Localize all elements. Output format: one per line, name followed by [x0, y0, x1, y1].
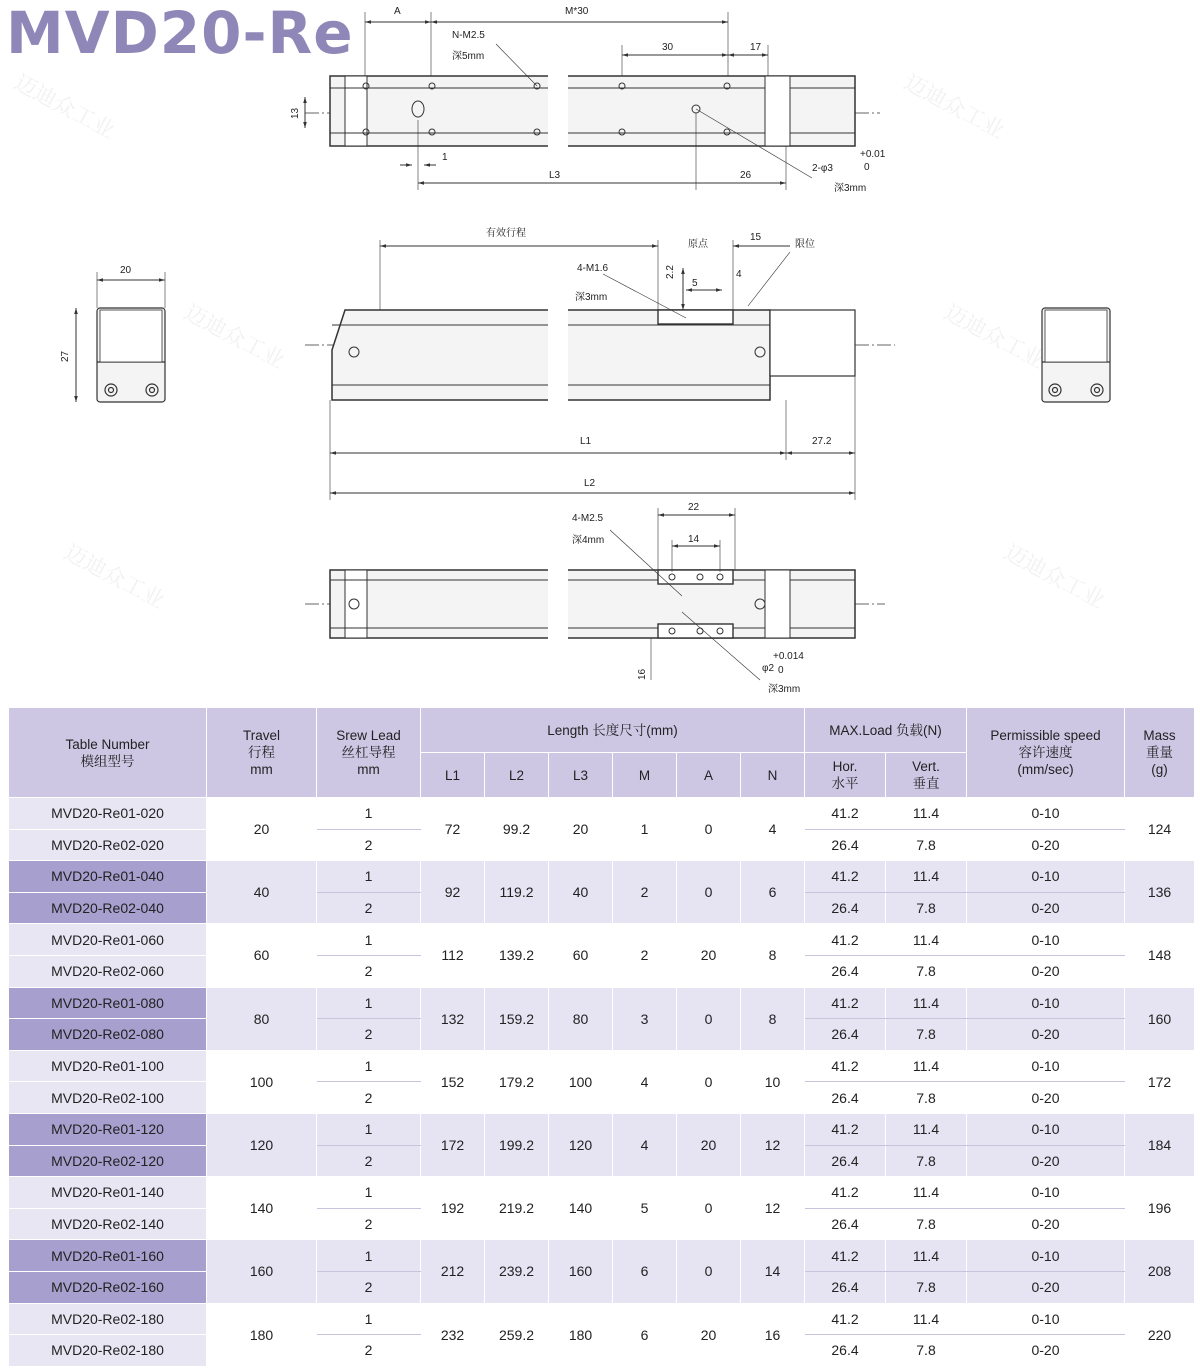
dim-16-label: 16	[637, 668, 648, 680]
hor-load-cell: 26.4	[805, 1019, 886, 1051]
vert-load-cell: 11.4	[886, 1303, 967, 1335]
vert-load-cell: 7.8	[886, 1145, 967, 1177]
mass-cell: 124	[1125, 798, 1195, 861]
vert-load-cell: 11.4	[886, 1240, 967, 1272]
pin-tol-lower: 0	[778, 665, 784, 676]
table-number-cell: MVD20-Re02-120	[9, 1145, 207, 1177]
hor-load-cell: 41.2	[805, 1303, 886, 1335]
depth-label: 深5mm	[452, 51, 485, 62]
bottom-hole-label: 4-M2.5	[572, 513, 604, 524]
speed-cell: 0-20	[967, 1019, 1125, 1051]
hor-load-cell: 26.4	[805, 1271, 886, 1303]
hor-load-cell: 26.4	[805, 1335, 886, 1367]
lead-cell: 1	[317, 798, 421, 830]
table-number-cell: MVD20-Re01-140	[9, 1177, 207, 1209]
a-cell: 0	[677, 798, 741, 861]
hor-load-cell: 41.2	[805, 1050, 886, 1082]
lead-cell: 2	[317, 1019, 421, 1051]
a-cell: 20	[677, 1113, 741, 1176]
dim-13-label: 13	[290, 107, 301, 119]
table-number-cell: MVD20-Re02-180	[9, 1335, 207, 1367]
dim-5-label: 5	[692, 278, 698, 289]
header-screw-lead: Srew Lead 丝杠导程 mm	[317, 708, 421, 798]
vert-load-cell: 7.8	[886, 1019, 967, 1051]
watermark: 迈迪众工业	[899, 70, 1009, 145]
l1-cell: 72	[421, 798, 485, 861]
dim-4-label: 4	[736, 269, 742, 280]
l3-cell: 20	[549, 798, 613, 861]
table-number-cell: MVD20-Re02-160	[9, 1271, 207, 1303]
l2-cell: 199.2	[485, 1113, 549, 1176]
speed-cell: 0-10	[967, 924, 1125, 956]
table-row	[9, 1050, 1195, 1082]
vert-load-cell: 7.8	[886, 955, 967, 987]
lead-cell: 2	[317, 1145, 421, 1177]
table-number-cell: MVD20-Re01-020	[9, 798, 207, 830]
watermark: 迈迪众工业	[179, 300, 289, 375]
lead-cell: 2	[317, 1082, 421, 1114]
mass-cell: 220	[1125, 1303, 1195, 1366]
n-cell: 14	[741, 1240, 805, 1303]
limit-label: 限位	[795, 239, 815, 250]
dim-27-2-label: 27.2	[812, 436, 832, 447]
dim-1-label: 1	[442, 152, 448, 163]
watermark: 迈迪众工业	[999, 540, 1109, 615]
speed-cell: 0-10	[967, 1303, 1125, 1335]
tolerance-upper: +0.01	[860, 149, 886, 160]
page-title: MVD20-Re	[6, 0, 354, 67]
top-view	[305, 12, 880, 190]
n-cell: 12	[741, 1113, 805, 1176]
spec-table	[8, 707, 1195, 1367]
l1-cell: 172	[421, 1113, 485, 1176]
l3-cell: 60	[549, 924, 613, 987]
m-cell: 4	[613, 1050, 677, 1113]
speed-cell: 0-10	[967, 1050, 1125, 1082]
n-cell: 12	[741, 1177, 805, 1240]
lead-cell: 2	[317, 829, 421, 861]
vert-load-cell: 11.4	[886, 987, 967, 1019]
vert-load-cell: 11.4	[886, 798, 967, 830]
table-number-cell: MVD20-Re01-080	[9, 987, 207, 1019]
lead-cell: 2	[317, 1208, 421, 1240]
lead-cell: 1	[317, 1113, 421, 1145]
l1-cell: 92	[421, 861, 485, 924]
mass-cell: 208	[1125, 1240, 1195, 1303]
travel-cell: 100	[207, 1050, 317, 1113]
l3-cell: 80	[549, 987, 613, 1050]
l3-cell: 180	[549, 1303, 613, 1366]
l2-cell: 159.2	[485, 987, 549, 1050]
table-number-cell: MVD20-Re02-020	[9, 829, 207, 861]
speed-cell: 0-20	[967, 1082, 1125, 1114]
l1-cell: 112	[421, 924, 485, 987]
l3-cell: 100	[549, 1050, 613, 1113]
dim-l1-label: L1	[580, 436, 592, 447]
speed-cell: 0-20	[967, 955, 1125, 987]
m-cell: 1	[613, 798, 677, 861]
mass-cell: 160	[1125, 987, 1195, 1050]
bottom-pin-depth-label: 深3mm	[768, 684, 801, 695]
m-cell: 6	[613, 1240, 677, 1303]
mass-cell: 148	[1125, 924, 1195, 987]
travel-cell: 20	[207, 798, 317, 861]
table-row	[9, 798, 1195, 830]
l3-cell: 120	[549, 1113, 613, 1176]
speed-cell: 0-20	[967, 1145, 1125, 1177]
l3-cell: 40	[549, 861, 613, 924]
table-number-cell: MVD20-Re02-180	[9, 1303, 207, 1335]
lead-cell: 1	[317, 1177, 421, 1209]
lead-cell: 1	[317, 924, 421, 956]
table-number-cell: MVD20-Re02-080	[9, 1019, 207, 1051]
hor-load-cell: 41.2	[805, 1240, 886, 1272]
l1-cell: 152	[421, 1050, 485, 1113]
travel-cell: 60	[207, 924, 317, 987]
vert-load-cell: 11.4	[886, 861, 967, 893]
dim-l2-label: L2	[584, 478, 596, 489]
lead-cell: 2	[317, 892, 421, 924]
end-view-right	[1042, 308, 1110, 402]
travel-cell: 160	[207, 1240, 317, 1303]
watermark: 迈迪众工业	[9, 70, 119, 145]
hor-load-cell: 41.2	[805, 798, 886, 830]
dim-22-label: 22	[688, 502, 700, 513]
header-l2: L2	[485, 753, 549, 798]
vert-load-cell: 11.4	[886, 924, 967, 956]
speed-cell: 0-20	[967, 1208, 1125, 1240]
n-cell: 10	[741, 1050, 805, 1113]
lead-cell: 2	[317, 955, 421, 987]
n-cell: 8	[741, 924, 805, 987]
m-cell: 6	[613, 1303, 677, 1366]
pin-hole-label: 2-φ3	[812, 163, 833, 174]
a-cell: 0	[677, 1177, 741, 1240]
stroke-label: 有效行程	[486, 228, 526, 239]
vert-load-cell: 7.8	[886, 1335, 967, 1367]
end-height-label: 27	[60, 350, 71, 362]
lead-cell: 1	[317, 1240, 421, 1272]
hor-load-cell: 41.2	[805, 924, 886, 956]
carriage-hole-label: 4-M1.6	[577, 263, 609, 274]
speed-cell: 0-20	[967, 1271, 1125, 1303]
vert-load-cell: 7.8	[886, 829, 967, 861]
header-n: N	[741, 753, 805, 798]
lead-cell: 1	[317, 861, 421, 893]
table-row	[9, 987, 1195, 1019]
table-number-cell: MVD20-Re01-100	[9, 1050, 207, 1082]
hor-load-cell: 41.2	[805, 987, 886, 1019]
speed-cell: 0-10	[967, 861, 1125, 893]
watermark: 迈迪众工业	[939, 300, 1049, 375]
a-cell: 20	[677, 924, 741, 987]
dim-m30-label: M*30	[565, 6, 589, 17]
speed-cell: 0-20	[967, 829, 1125, 861]
travel-cell: 140	[207, 1177, 317, 1240]
l3-cell: 140	[549, 1177, 613, 1240]
table-header	[9, 708, 1195, 798]
vert-load-cell: 11.4	[886, 1177, 967, 1209]
pin-diameter-label: φ2	[762, 663, 775, 674]
table-row	[9, 924, 1195, 956]
watermark: 迈迪众工业	[59, 540, 169, 615]
speed-cell: 0-10	[967, 1177, 1125, 1209]
table-number-cell: MVD20-Re02-100	[9, 1082, 207, 1114]
pin-depth-label: 深3mm	[834, 183, 867, 194]
bottom-depth-label: 深4mm	[572, 535, 605, 546]
l1-cell: 212	[421, 1240, 485, 1303]
travel-cell: 40	[207, 861, 317, 924]
table-row	[9, 1177, 1195, 1209]
dim-a-label: A	[394, 6, 401, 17]
m-cell: 4	[613, 1113, 677, 1176]
header-l1: L1	[421, 753, 485, 798]
header-length: Length 长度尺寸(mm)	[421, 708, 805, 753]
mass-cell: 136	[1125, 861, 1195, 924]
m-cell: 2	[613, 924, 677, 987]
n-cell: 4	[741, 798, 805, 861]
carriage-depth-label: 深3mm	[575, 292, 608, 303]
header-mass: Mass 重量 (g)	[1125, 708, 1195, 798]
table-number-cell: MVD20-Re01-060	[9, 924, 207, 956]
speed-cell: 0-10	[967, 987, 1125, 1019]
header-m: M	[613, 753, 677, 798]
l2-cell: 239.2	[485, 1240, 549, 1303]
hor-load-cell: 26.4	[805, 1208, 886, 1240]
lead-cell: 2	[317, 1271, 421, 1303]
table-row	[9, 1240, 1195, 1272]
lead-cell: 1	[317, 1303, 421, 1335]
table-row	[9, 1113, 1195, 1145]
header-l3: L3	[549, 753, 613, 798]
travel-cell: 120	[207, 1113, 317, 1176]
lead-cell: 2	[317, 1335, 421, 1367]
mass-cell: 172	[1125, 1050, 1195, 1113]
vert-load-cell: 11.4	[886, 1050, 967, 1082]
side-view	[305, 240, 895, 500]
table-row	[9, 861, 1195, 893]
lead-cell: 1	[317, 1050, 421, 1082]
a-cell: 0	[677, 861, 741, 924]
header-travel: Travel 行程 mm	[207, 708, 317, 798]
travel-cell: 180	[207, 1303, 317, 1366]
mass-cell: 184	[1125, 1113, 1195, 1176]
m-cell: 5	[613, 1177, 677, 1240]
lead-cell: 1	[317, 987, 421, 1019]
pin-tol-upper: +0.014	[773, 651, 804, 662]
n-cell: 6	[741, 861, 805, 924]
travel-cell: 80	[207, 987, 317, 1050]
speed-cell: 0-10	[967, 1240, 1125, 1272]
origin-label: 原点	[688, 239, 708, 250]
speed-cell: 0-10	[967, 1113, 1125, 1145]
vert-load-cell: 11.4	[886, 1113, 967, 1145]
l2-cell: 219.2	[485, 1177, 549, 1240]
dim-2-2-label: 2.2	[665, 265, 676, 279]
speed-cell: 0-10	[967, 798, 1125, 830]
speed-cell: 0-20	[967, 1335, 1125, 1367]
speed-cell: 0-20	[967, 892, 1125, 924]
l1-cell: 232	[421, 1303, 485, 1366]
header-speed: Permissible speed 容许速度 (mm/sec)	[967, 708, 1125, 798]
hole-spec-label: N-M2.5	[452, 30, 485, 41]
l2-cell: 179.2	[485, 1050, 549, 1113]
table-number-cell: MVD20-Re01-040	[9, 861, 207, 893]
dim-15-label: 15	[750, 232, 762, 243]
table-number-cell: MVD20-Re02-140	[9, 1208, 207, 1240]
vert-load-cell: 7.8	[886, 1208, 967, 1240]
hor-load-cell: 41.2	[805, 1177, 886, 1209]
mass-cell: 196	[1125, 1177, 1195, 1240]
end-view-left	[76, 272, 165, 402]
m-cell: 3	[613, 987, 677, 1050]
hor-load-cell: 26.4	[805, 1145, 886, 1177]
vert-load-cell: 7.8	[886, 1271, 967, 1303]
a-cell: 0	[677, 1240, 741, 1303]
dim-26-label: 26	[740, 170, 752, 181]
table-row	[9, 1303, 1195, 1335]
tolerance-lower: 0	[864, 162, 870, 173]
dim-l3-label: L3	[549, 170, 561, 181]
l1-cell: 132	[421, 987, 485, 1050]
header-a: A	[677, 753, 741, 798]
m-cell: 2	[613, 861, 677, 924]
dim-30-label: 30	[662, 42, 674, 53]
l2-cell: 119.2	[485, 861, 549, 924]
l2-cell: 259.2	[485, 1303, 549, 1366]
vert-load-cell: 7.8	[886, 892, 967, 924]
header-table-number: Table Number 模组型号	[9, 708, 207, 798]
l3-cell: 160	[549, 1240, 613, 1303]
vert-load-cell: 7.8	[886, 1082, 967, 1114]
hor-load-cell: 26.4	[805, 1082, 886, 1114]
n-cell: 16	[741, 1303, 805, 1366]
a-cell: 20	[677, 1303, 741, 1366]
hor-load-cell: 41.2	[805, 861, 886, 893]
end-width-label: 20	[120, 265, 132, 276]
table-number-cell: MVD20-Re01-120	[9, 1113, 207, 1145]
l2-cell: 99.2	[485, 798, 549, 861]
hor-load-cell: 26.4	[805, 892, 886, 924]
table-body	[9, 798, 1195, 1367]
header-max-load: MAX.Load 负载(N)	[805, 708, 967, 753]
table-number-cell: MVD20-Re01-160	[9, 1240, 207, 1272]
table-number-cell: MVD20-Re02-060	[9, 955, 207, 987]
l2-cell: 139.2	[485, 924, 549, 987]
a-cell: 0	[677, 1050, 741, 1113]
l1-cell: 192	[421, 1177, 485, 1240]
hor-load-cell: 26.4	[805, 955, 886, 987]
a-cell: 0	[677, 987, 741, 1050]
dim-17-label: 17	[750, 42, 762, 53]
header-vert: Vert. 垂直	[886, 753, 967, 798]
hor-load-cell: 41.2	[805, 1113, 886, 1145]
header-hor: Hor. 水平	[805, 753, 886, 798]
hor-load-cell: 26.4	[805, 829, 886, 861]
table-number-cell: MVD20-Re02-040	[9, 892, 207, 924]
dim-14-label: 14	[688, 534, 700, 545]
n-cell: 8	[741, 987, 805, 1050]
